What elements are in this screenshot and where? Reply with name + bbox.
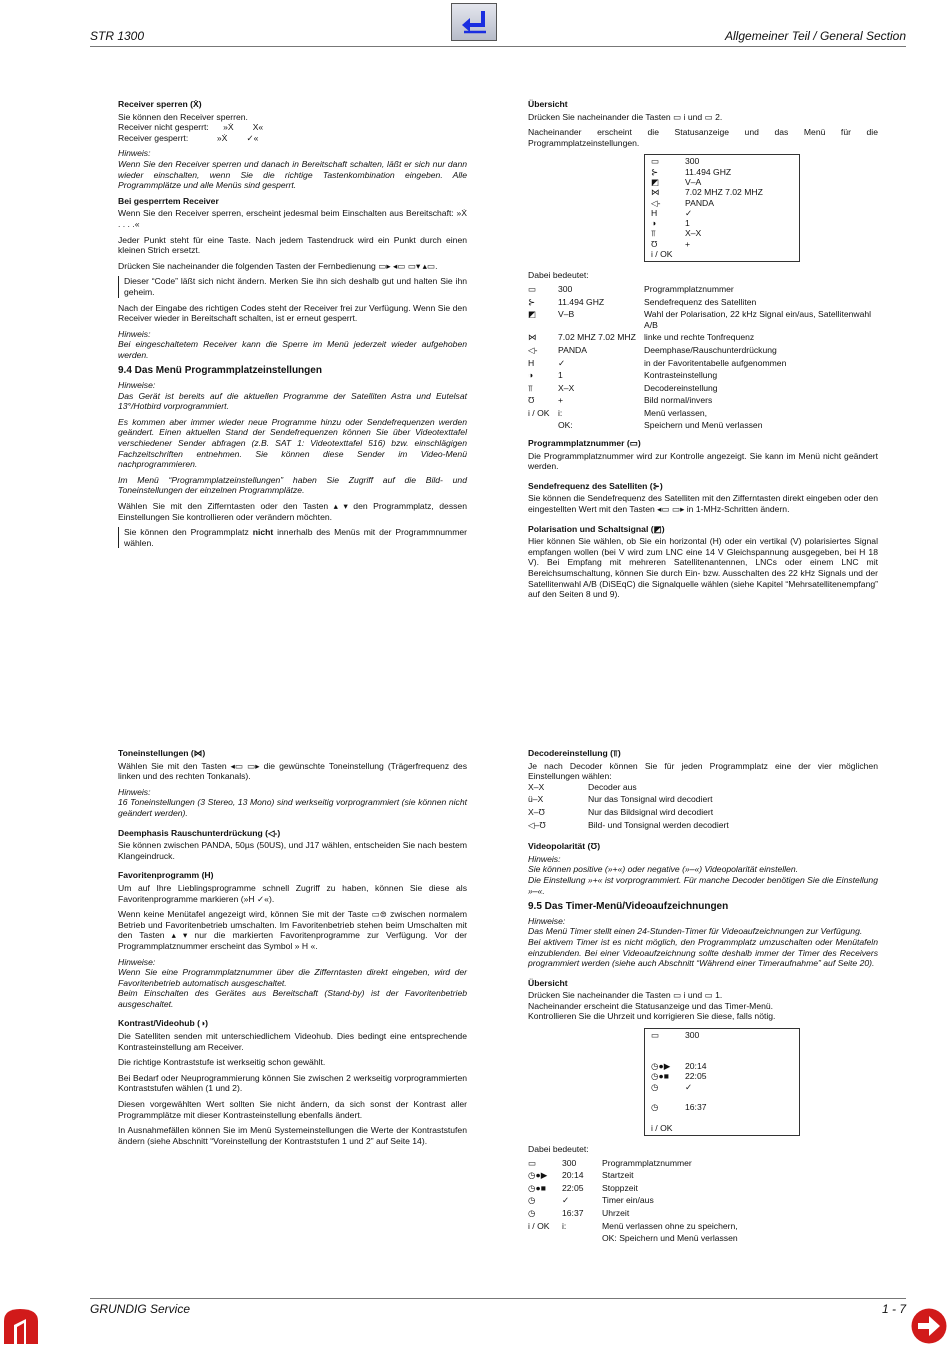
box-row xyxy=(651,1051,793,1061)
legend-row xyxy=(528,345,878,358)
legend-icon: ⊱ xyxy=(528,296,536,307)
contrast-p1: Die Satelliten senden mit unterschiedlichem Videohub. Dies bedingt eine entsprechende Kontrasteinstellung am Receiver. xyxy=(118,1031,467,1052)
legend-icon: ◷●▶ xyxy=(528,1170,548,1181)
legend-desc: Menü verlassen, xyxy=(644,407,708,418)
section-9-4-title: 9.4 Das Menü Programmplatzeinstellungen xyxy=(118,365,322,377)
decoder-option-code: X–Ʊ xyxy=(528,806,545,817)
legend-desc: Programmplatznummer xyxy=(602,1157,692,1168)
legend-desc: Programmplatznummer xyxy=(644,283,734,294)
decoder-option-desc: Decoder aus xyxy=(588,781,637,792)
box-row-icon: ◷●■ xyxy=(651,1071,669,1082)
legend-icon: H xyxy=(528,357,535,368)
legend-icon: i / OK xyxy=(528,1220,550,1231)
tone-text: Wählen Sie mit den Tasten ◂▭ ▭▸ die gewünschte Toneinstellung (Trägerfrequenz des linken und des rechten Tonkanals). xyxy=(118,760,467,782)
box-row xyxy=(651,156,793,166)
overview2-p2: Nacheinander erscheint die Statusanzeige und das Timer-Menü. xyxy=(528,1000,774,1011)
box-row-icon: ▭ xyxy=(651,1030,660,1041)
header-right: Allgemeiner Teil / General Section xyxy=(725,29,906,43)
legend-icon: Ʊ xyxy=(528,395,535,406)
polarisation-text: Hier können Sie wählen, ob Sie ein horizontal (H) oder ein vertikal (V) polarisiertes Signal empfangen wollen (bei V wird zum LNC eine 14 V Gleichspannung ausgegeben, bei H 18 V). Bei Empfang mit mehreren Satellitenantennen, LNCs oder einem LNC mit Bereichsumschaltung, können Sie durch Ein- bzw. Ausschalten des 22 kHz Signals und der Satellitenwahl A/B (DiSEqC) die Signalquelle wählen (siehe Kapitel “Mehrsatellitenempfang” auf den Seiten 8 und 9). xyxy=(528,536,878,600)
locked-receiver-title: Bei gesperrtem Receiver xyxy=(118,195,219,206)
legend-value xyxy=(562,1233,602,1246)
legend-value: ✓ xyxy=(562,1195,570,1206)
receiver-not-locked: Receiver nicht gesperrt: »Ẋ X« xyxy=(118,122,264,133)
legend-icon: ▭ xyxy=(528,1157,537,1168)
legend-desc: OK: Speichern und Menü verlassen xyxy=(602,1233,738,1244)
box-row xyxy=(651,249,793,259)
next-arrow-icon xyxy=(911,1308,947,1344)
favorite-p2: Wenn keine Menütafel angezeigt wird, können Sie mit der Taste ▭⊜ zwischen normalem Betrieb und Favoritenbetrieb umschalten. Im Favoritenbetrieb stehen beim Umschalten mit den Tasten ▴ ▾ nur die markierten Favoritenprogramme zur Verfügung. Vor der Programmplatznummer erscheint das Symbol » H «. xyxy=(118,909,467,951)
box-row-icon: Ʊ xyxy=(651,238,658,249)
favorite-note-label: Hinweise: xyxy=(118,956,156,967)
box-row-value: 22:05 xyxy=(685,1071,707,1082)
sat-freq-title: Sendefrequenz des Satelliten (⊱) xyxy=(528,480,663,491)
box-row-icon: ⋈ xyxy=(651,187,660,198)
legend-row xyxy=(528,1158,738,1171)
box-row-icon: ◁- xyxy=(651,197,661,208)
box-row-value: ✓ xyxy=(685,207,693,218)
legend-value: 1 xyxy=(558,370,563,381)
vp-note-p2: Die Einstellung »+« ist vorprogrammiert. Für manche Decoder benötigen Sie die Einstellung »–«. xyxy=(528,874,878,896)
deemphasis-title: Deemphasis Rauschunterdrückung (◁-) xyxy=(118,827,281,838)
favorite-note-p2: Beim Einschalten des Gerätes aus Bereitschaft (Stand-by) ist der Favoritenbetrieb ausgeschaltet. xyxy=(118,988,467,1009)
overview2-p1: Drücken Sie nacheinander die Tasten ▭ i und ▭ 1. xyxy=(528,990,723,1001)
legend-icon: i / OK xyxy=(528,407,550,418)
box-row-icon xyxy=(651,1112,685,1122)
decoder-option-desc: Nur das Tonsignal wird decodiert xyxy=(588,794,713,805)
legend-icon: ◁- xyxy=(528,344,538,355)
decoder-options xyxy=(528,782,729,832)
box-row xyxy=(651,177,793,187)
legend-value: 22:05 xyxy=(562,1182,584,1193)
decoder-option-row xyxy=(528,820,729,833)
note2-label: Hinweis: xyxy=(118,328,151,339)
legend-value: i: xyxy=(562,1220,567,1231)
legend-value: PANDA xyxy=(558,344,587,355)
note2-text: Bei eingeschaltetem Receiver kann die Sperre im Menü jederzeit wieder aufgehoben werden. xyxy=(118,339,467,360)
box-row-value: PANDA xyxy=(685,197,714,208)
decoder-text: Je nach Decoder können Sie für jeden Programmplatz eine der vier möglichen Einstellungen wählen: xyxy=(528,760,878,782)
back-button[interactable] xyxy=(451,3,497,41)
box-row xyxy=(651,1082,793,1092)
favorite-p1: Um auf Ihre Lieblingsprogramme schnell Zugriff zu haben, können Sie diese als Favoritenprogramme markieren (»H ✓«). xyxy=(118,882,467,904)
legend-desc: linke und rechte Tonfrequenz xyxy=(644,332,755,343)
s94-note-label: Hinweise: xyxy=(118,380,156,391)
legend-row xyxy=(528,420,878,433)
overview1-legend-label: Dabei bedeutet: xyxy=(528,270,589,281)
locked-p4: Nach der Eingabe des richtigen Codes steht der Receiver frei zur Verfügung. Wenn Sie den Receiver wieder in Bereitschaft schalten, ist er erneut gesperrt. xyxy=(118,302,467,324)
note-text: Wenn Sie den Receiver sperren und danach in Bereitschaft schalten, läßt er sich nur dann wieder einschalten, wenn Sie die richtige Tastenkombination eingeben. Alle Programmplätze und alle Menüs sind gesperrt. xyxy=(118,158,467,191)
legend-row xyxy=(528,370,878,383)
box-row xyxy=(651,1112,793,1122)
box-row-icon: ◩ xyxy=(651,176,660,187)
legend-desc: Timer ein/aus xyxy=(602,1195,654,1206)
footer-rule xyxy=(90,1298,906,1299)
legend-desc: in der Favoritentabelle aufgenommen xyxy=(644,357,787,368)
box-row-icon: ◷ xyxy=(651,1081,659,1092)
polarisation-title: Polarisation und Schaltsignal (◩) xyxy=(528,523,665,534)
box-row-icon: ▭ xyxy=(651,156,660,167)
section-9-5-title: 9.5 Das Timer-Menü/Videoaufzeichnungen xyxy=(528,901,729,913)
box-row-value: 300 xyxy=(685,156,700,167)
header-left: STR 1300 xyxy=(90,29,145,43)
note-label: Hinweis: xyxy=(118,148,151,159)
overview2-title: Übersicht xyxy=(528,977,568,988)
legend-row xyxy=(528,1183,738,1196)
box-row-value: 20:14 xyxy=(685,1060,707,1071)
legend-row xyxy=(528,332,878,345)
legend-value: OK: xyxy=(558,420,573,431)
locked-p1: Wenn Sie den Receiver sperren, erscheint jedesmal beim Einschalten aus Bereitschaft: »Ẋ . . . .« xyxy=(118,208,467,229)
box-row-value: 1 xyxy=(685,218,690,229)
footer-left: GRUNDIG Service xyxy=(90,1302,191,1316)
legend-icon: ◩ xyxy=(528,309,537,320)
overview1-legend xyxy=(528,284,878,433)
legend-value: + xyxy=(558,395,564,406)
contrast-p4: Diesen vorgewählten Wert sollten Sie nicht ändern, da sich sonst der Kontrast aller Programmplätze mit dieser Kontrasteinstellung ebenfalls ändert. xyxy=(118,1099,467,1120)
legend-row xyxy=(528,1233,738,1246)
tone-title: Toneinstellungen (⋈) xyxy=(118,748,206,758)
box-row-icon: ◷●▶ xyxy=(651,1060,671,1071)
box-row-value: 300 xyxy=(685,1030,700,1041)
box-row-icon: ◷ xyxy=(651,1102,659,1113)
s94-note-p3: Im Menü “Programmplatzeinstellungen” haben Sie Zugriff auf die Bild- und Toneinstellungen der einzelnen Programmplätze. xyxy=(118,474,467,496)
decoder-option-code: ü–X xyxy=(528,794,544,805)
legend-row xyxy=(528,1208,738,1221)
legend-row xyxy=(528,358,878,371)
s94-note-p1: Das Gerät ist bereits auf die aktuellen Programme der Satelliten Astra und Eutelsat 13°/Hotbird vorprogrammiert. xyxy=(118,390,467,412)
legend-icon: ◷●■ xyxy=(528,1182,546,1193)
decoder-option-row xyxy=(528,807,729,820)
legend-desc: Sendefrequenz des Satelliten xyxy=(644,296,757,307)
legend-value: 300 xyxy=(562,1157,577,1168)
legend-desc: Menü verlassen ohne zu speichern, xyxy=(602,1220,738,1231)
legend-value: V–B xyxy=(558,309,575,320)
overview2-legend xyxy=(528,1158,738,1246)
return-arrow-icon xyxy=(459,8,491,36)
box-row-value: 7.02 MHZ 7.02 MHZ xyxy=(685,187,763,198)
overview1-p2: Nacheinander erscheint die Statusanzeige und das Menü für die Programmplatzeinstellungen. xyxy=(528,127,878,148)
legend-icon: ◷ xyxy=(528,1208,536,1218)
decoder-option-row xyxy=(528,782,729,795)
legend-desc: Deemphase/Rauschunterdrückung xyxy=(644,344,777,355)
box-row-icon xyxy=(651,1092,685,1102)
box-row-icon: i / OK xyxy=(651,1122,673,1133)
box-row-value: + xyxy=(685,238,691,249)
box-row-icon: i / OK xyxy=(651,249,673,260)
tone-note-text: 16 Toneinstellungen (3 Stereo, 13 Mono) sind werkseitig vorprogrammiert (sie können nicht geändert werden). xyxy=(118,797,467,818)
legend-value: i: xyxy=(558,407,563,418)
box-row-icon xyxy=(651,1051,685,1061)
decoder-option-desc: Bild- und Tonsignal werden decodiert xyxy=(588,819,729,830)
box-row xyxy=(651,228,793,238)
box-row xyxy=(651,187,793,197)
col-lower-right xyxy=(528,748,878,1251)
legend-row xyxy=(528,383,878,396)
header-rule xyxy=(90,46,906,47)
box-row xyxy=(651,1061,793,1071)
legend-desc: Wahl der Polarisation, 22 kHz Signal ein/aus, Satellitenwahl A/B xyxy=(644,309,872,330)
s94-bar-post: innerhalb des Menüs mit der Programmnummer wählen. xyxy=(124,527,467,548)
receiver-lock-intro: Sie können den Receiver sperren. xyxy=(118,111,248,122)
decoder-title: Decodereinstellung (⫪) xyxy=(528,748,621,758)
next-page-button[interactable] xyxy=(911,1308,947,1349)
legend-row xyxy=(528,1195,738,1208)
col-upper-left xyxy=(118,99,467,553)
box-row xyxy=(651,167,793,177)
box-row-value: ✓ xyxy=(685,1081,693,1092)
status-menu-box xyxy=(644,154,800,262)
legend-value: X–X xyxy=(558,382,575,393)
col-upper-right xyxy=(528,99,878,605)
timer-menu-box xyxy=(644,1028,800,1136)
s95-note-label: Hinweise: xyxy=(528,915,566,926)
legend-desc: Decodereinstellung xyxy=(644,382,718,393)
tone-note-label: Hinweis: xyxy=(118,786,151,797)
video-polarity-title: Videopolarität (Ʊ) xyxy=(528,841,601,852)
legend-desc: Uhrzeit xyxy=(602,1208,630,1218)
box-row-icon: ◑ xyxy=(651,218,657,229)
box-row xyxy=(651,1040,793,1050)
legend-row xyxy=(528,284,878,297)
box-row xyxy=(651,198,793,208)
deemphasis-text: Sie können zwischen PANDA, 50µs (50US), und J17 wählen, entscheiden Sie nach bestem Klangeindruck. xyxy=(118,840,467,861)
legend-value: 16:37 xyxy=(562,1208,584,1218)
s94-bar-bold: nicht xyxy=(252,527,274,538)
box-row-icon: ⊱ xyxy=(651,166,659,177)
box-row-value: 11.494 GHZ xyxy=(685,166,732,177)
legend-row xyxy=(528,1170,738,1183)
overview1-title: Übersicht xyxy=(528,99,568,109)
prog-number-title: Programmplatznummer (▭) xyxy=(528,438,641,449)
legend-row xyxy=(528,309,878,332)
s94-p1: Wählen Sie mit den Zifferntasten oder den Tasten ▴ ▾ den Programmplatz, dessen Einstellungen Sie kontrollieren oder verändern möchten. xyxy=(118,501,467,522)
col-lower-left xyxy=(118,748,467,1151)
box-row-value: X–X xyxy=(685,228,702,239)
prev-page-button[interactable] xyxy=(4,1307,40,1349)
legend-icon: ⋈ xyxy=(528,332,537,343)
legend-desc: Speichern und Menü verlassen xyxy=(644,420,763,431)
legend-value: ✓ xyxy=(558,357,566,368)
s94-bar-pre: Sie können den Programmplatz xyxy=(124,527,253,538)
box-row xyxy=(651,1071,793,1081)
sat-freq-text: Sie können die Sendefrequenz des Satelliten mit den Zifferntasten direkt eingeben oder den eingestellten Wert mit den Tasten ◂▭ ▭▸ in 1-MHz-Schritten ändern. xyxy=(528,493,878,515)
legend-icon: ◑ xyxy=(528,370,534,381)
prog-number-text: Die Programmplatznummer wird zur Kontrolle angezeigt. Sie kann im Menü nicht geändert werden. xyxy=(528,450,878,472)
legend-value: 7.02 MHZ 7.02 MHZ xyxy=(558,332,636,343)
contrast-p3: Bei Bedarf oder Neuprogrammierung können Sie zwischen 2 werkseitig vorprogrammierten Kontraststufen wählen (1 und 2). xyxy=(118,1072,467,1094)
box-row xyxy=(651,218,793,228)
box-row xyxy=(651,1092,793,1102)
box-row xyxy=(651,208,793,218)
receiver-locked: Receiver gesperrt: »Ẋ ✓« xyxy=(118,132,259,143)
s95-note-p1: Das Menü Timer stellt einen 24-Stunden-Timer für Videoaufzeichnungen zur Verfügung. xyxy=(528,926,863,937)
vp-note-p1: Sie können positive (»+«) oder negative (»–«) Videopolarität einstellen. xyxy=(528,864,799,875)
locked-p3: Drücken Sie nacheinander die folgenden Tasten der Fernbedienung ▭▸ ◂▭ ▭▾ ▴▭. xyxy=(118,260,438,271)
box-row xyxy=(651,239,793,249)
legend-row xyxy=(528,1221,738,1234)
box-row-value: 16:37 xyxy=(685,1102,707,1113)
legend-row xyxy=(528,297,878,310)
favorite-title: Favoritenprogramm (H) xyxy=(118,870,214,881)
overview2-legend-label: Dabei bedeutet: xyxy=(528,1144,589,1155)
decoder-option-code: X–X xyxy=(528,781,545,792)
receiver-lock-title: Receiver sperren (Ẋ) xyxy=(118,99,202,109)
legend-icon xyxy=(528,420,558,433)
legend-icon: ⫪ xyxy=(528,382,533,393)
legend-value: 300 xyxy=(558,283,573,294)
overview1-p1: Drücken Sie nacheinander die Tasten ▭ i und ▭ 2. xyxy=(528,111,723,122)
legend-icon xyxy=(528,1233,562,1246)
decoder-option-code: ◁–Ʊ xyxy=(528,819,546,830)
box-row xyxy=(651,1102,793,1112)
legend-desc: Bild normal/invers xyxy=(644,395,713,406)
contrast-p2: Die richtige Kontraststufe ist werkseitig schon gewählt. xyxy=(118,1057,326,1068)
legend-icon: ◷ xyxy=(528,1195,536,1206)
legend-value: 20:14 xyxy=(562,1170,584,1181)
s94-note-p2: Es kommen aber immer wieder neue Programme hinzu oder Sendefrequenzen werden geändert. Einen aktuellen Stand der Sendefrequenzen können Sie über Videotexttafel verschiedener Sender abfragen (z.B. SAT 1: Videotexttafel 516) bzw. einschlägigen Fachzeitschriften entnehmen. Sie können diese Sender im Video-Menü nachprogrammieren. xyxy=(118,416,467,470)
s95-note-p2: Bei aktivem Timer ist es nicht möglich, den Programmplatz umzuschalten oder Menütafeln einzublenden. Bei einer Videoaufzeichnung sollte deshalb immer der Timer des Receivers programmiert werden (siehe auch Abschnitt “Während einer Timeraufnahme” auf Seite 20). xyxy=(528,936,878,969)
locked-code-note: Dieser “Code” läßt sich nicht ändern. Merken Sie ihn sich deshalb gut und halten Sie ihn geheim. xyxy=(118,276,467,297)
legend-row xyxy=(528,408,878,421)
box-row-value: V–A xyxy=(685,176,702,187)
vp-note-label: Hinweis: xyxy=(528,853,561,864)
decoder-option-desc: Nur das Bildsignal wird decodiert xyxy=(588,806,714,817)
legend-icon: ▭ xyxy=(528,283,537,294)
contrast-p5: In Ausnahmefällen können Sie im Menü Systemeinstellungen die Werte der Kontraststufen ändern (siehe Abschnitt “Voreinstellung der Kontraststufen 1 und 2” auf Seite 14). xyxy=(118,1125,467,1146)
legend-desc: Stoppzeit xyxy=(602,1182,638,1193)
legend-desc: Kontrasteinstellung xyxy=(644,370,718,381)
s94-bar-note xyxy=(118,527,467,548)
legend-desc: Startzeit xyxy=(602,1170,634,1181)
overview2-p3: Kontrollieren Sie die Uhrzeit und korrigieren Sie diese, falls nötig. xyxy=(528,1011,776,1022)
decoder-option-row xyxy=(528,794,729,807)
box-row-icon: H xyxy=(651,207,658,218)
footer-right: 1 - 7 xyxy=(881,1302,906,1316)
locked-p2: Jeder Punkt steht für eine Taste. Nach jedem Tastendruck wird ein Punkt durch einen kleinen Strich ersetzt. xyxy=(118,234,467,256)
page-prev-icon xyxy=(4,1307,40,1344)
legend-row xyxy=(528,395,878,408)
box-row-icon: ⫪ xyxy=(651,228,656,239)
legend-value: 11.494 GHZ xyxy=(558,296,605,307)
box-row-icon xyxy=(651,1040,685,1050)
box-row xyxy=(651,1123,793,1133)
box-row xyxy=(651,1030,793,1040)
favorite-note-p1: Wenn Sie eine Programmplatznummer über die Zifferntasten direkt eingeben, wird der Favoritenbetrieb automatisch ausgeschaltet. xyxy=(118,967,467,988)
contrast-title: Kontrast/Videohub (◑) xyxy=(118,1018,209,1029)
